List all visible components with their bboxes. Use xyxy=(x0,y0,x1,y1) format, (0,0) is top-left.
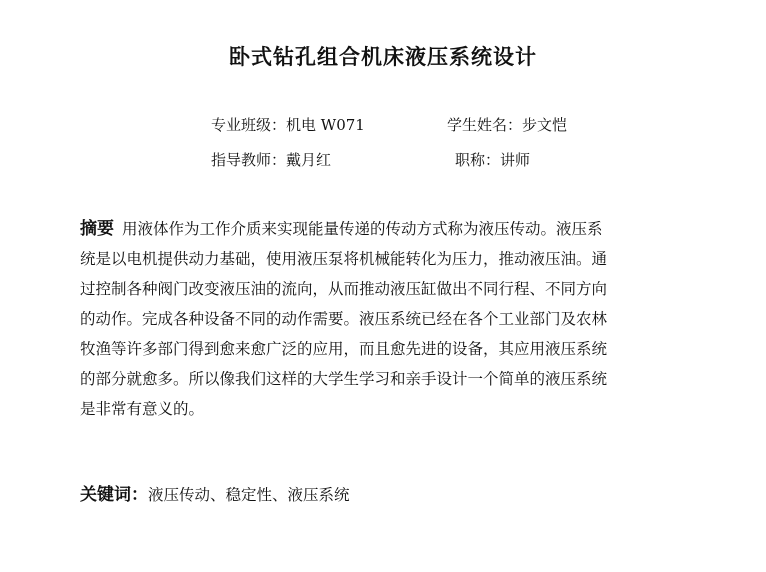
student-info xyxy=(447,114,567,136)
rank-label: 职称： xyxy=(455,151,501,169)
keywords-label: 关键词： xyxy=(80,485,148,505)
abstract-text: 用液体作为工作介质来实现能量传递的传动方式称为液压传动。液压系 xyxy=(122,220,603,238)
advisor-info xyxy=(211,149,331,171)
student-value: 步文恺 xyxy=(522,116,568,134)
class-value: 机电 W071 xyxy=(286,116,365,134)
abstract-section xyxy=(80,214,720,424)
abstract-line: 是非常有意义的。 xyxy=(80,400,205,418)
abstract-line xyxy=(80,214,720,244)
rank-info xyxy=(455,149,530,171)
advisor-value: 戴月红 xyxy=(286,151,332,169)
advisor-label: 指导教师： xyxy=(211,151,287,169)
student-label: 学生姓名： xyxy=(447,116,523,134)
keywords-section xyxy=(80,480,350,510)
document-title: 卧式钻孔组合机床液压系统设计 xyxy=(229,45,537,69)
class-info xyxy=(211,114,365,136)
abstract-line: 牧渔等许多部门得到愈来愈广泛的应用，而且愈先进的设备，其应用液压系统 xyxy=(80,340,608,358)
abstract-line: 的部分就愈多。所以像我们这样的大学生学习和亲手设计一个简单的液压系统 xyxy=(80,370,608,388)
rank-value: 讲师 xyxy=(500,151,531,169)
abstract-line: 过控制各种阀门改变液压油的流向，从而推动液压缸做出不同行程、不同方向 xyxy=(80,280,608,298)
keywords-value: 液压传动、稳定性、液压系统 xyxy=(148,486,350,504)
abstract-label: 摘要 xyxy=(80,219,114,239)
abstract-line: 统是以电机提供动力基础，使用液压泵将机械能转化为压力，推动液压油。通 xyxy=(80,250,608,268)
class-label: 专业班级： xyxy=(211,116,287,134)
abstract-line: 的动作。完成各种设备不同的动作需要。液压系统已经在各个工业部门及农林 xyxy=(80,310,608,328)
